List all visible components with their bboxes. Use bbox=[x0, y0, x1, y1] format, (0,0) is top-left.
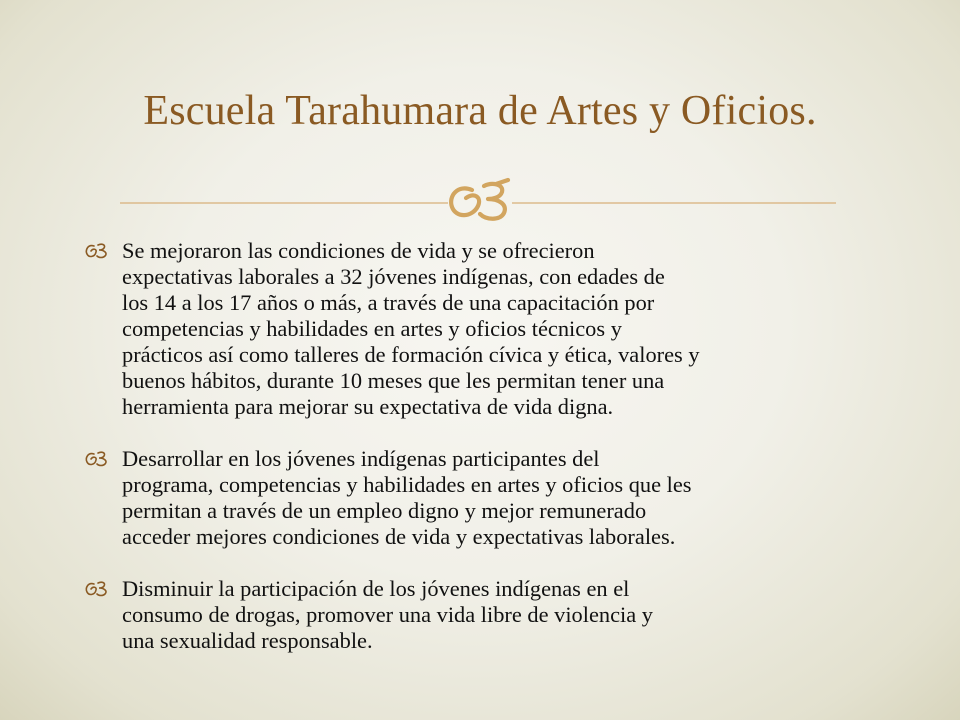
bullet-line: Disminuir la participación de los jóvenes indígenas en el bbox=[122, 576, 630, 601]
bullet-line: una sexualidad responsable. bbox=[122, 628, 373, 653]
bullet-list bbox=[84, 238, 884, 680]
bullet-line: buenos hábitos, durante 10 meses que les permitan tener una bbox=[122, 368, 665, 393]
bullet-line: Desarrollar en los jóvenes indígenas participantes del bbox=[122, 446, 600, 471]
bullet-item-3 bbox=[84, 576, 884, 654]
bullet-line: Se mejoraron las condiciones de vida y se ofrecieron bbox=[122, 238, 595, 263]
swirl-bullet-icon bbox=[84, 449, 112, 469]
bullet-line: programa, competencias y habilidades en artes y oficios que les bbox=[122, 472, 692, 497]
bullet-line: competencias y habilidades en artes y oficios técnicos y bbox=[122, 316, 622, 341]
title-divider bbox=[120, 176, 836, 226]
bullet-item-1 bbox=[84, 238, 884, 420]
bullet-line: expectativas laborales a 32 jóvenes indígenas, con edades de bbox=[122, 264, 665, 289]
swirl-bullet-icon bbox=[84, 579, 112, 599]
bullet-line: acceder mejores condiciones de vida y expectativas laborales. bbox=[122, 524, 676, 549]
bullet-line: los 14 a los 17 años o más, a través de una capacitación por bbox=[122, 290, 655, 315]
bullet-line: prácticos así como talleres de formación cívica y ética, valores y bbox=[122, 342, 700, 367]
ornament-swirl-icon bbox=[451, 180, 508, 219]
bullet-text bbox=[122, 576, 884, 654]
slide-title: Escuela Tarahumara de Artes y Oficios. bbox=[143, 88, 817, 134]
bullet-text bbox=[122, 446, 884, 550]
bullet-line: consumo de drogas, promover una vida libre de violencia y bbox=[122, 602, 654, 627]
bullet-line: permitan a través de un empleo digno y mejor remunerado bbox=[122, 498, 647, 523]
bullet-item-2 bbox=[84, 446, 884, 550]
bullet-line: herramienta para mejorar su expectativa de vida digna. bbox=[122, 394, 614, 419]
bullet-text bbox=[122, 238, 884, 420]
swirl-bullet-icon bbox=[84, 241, 112, 261]
